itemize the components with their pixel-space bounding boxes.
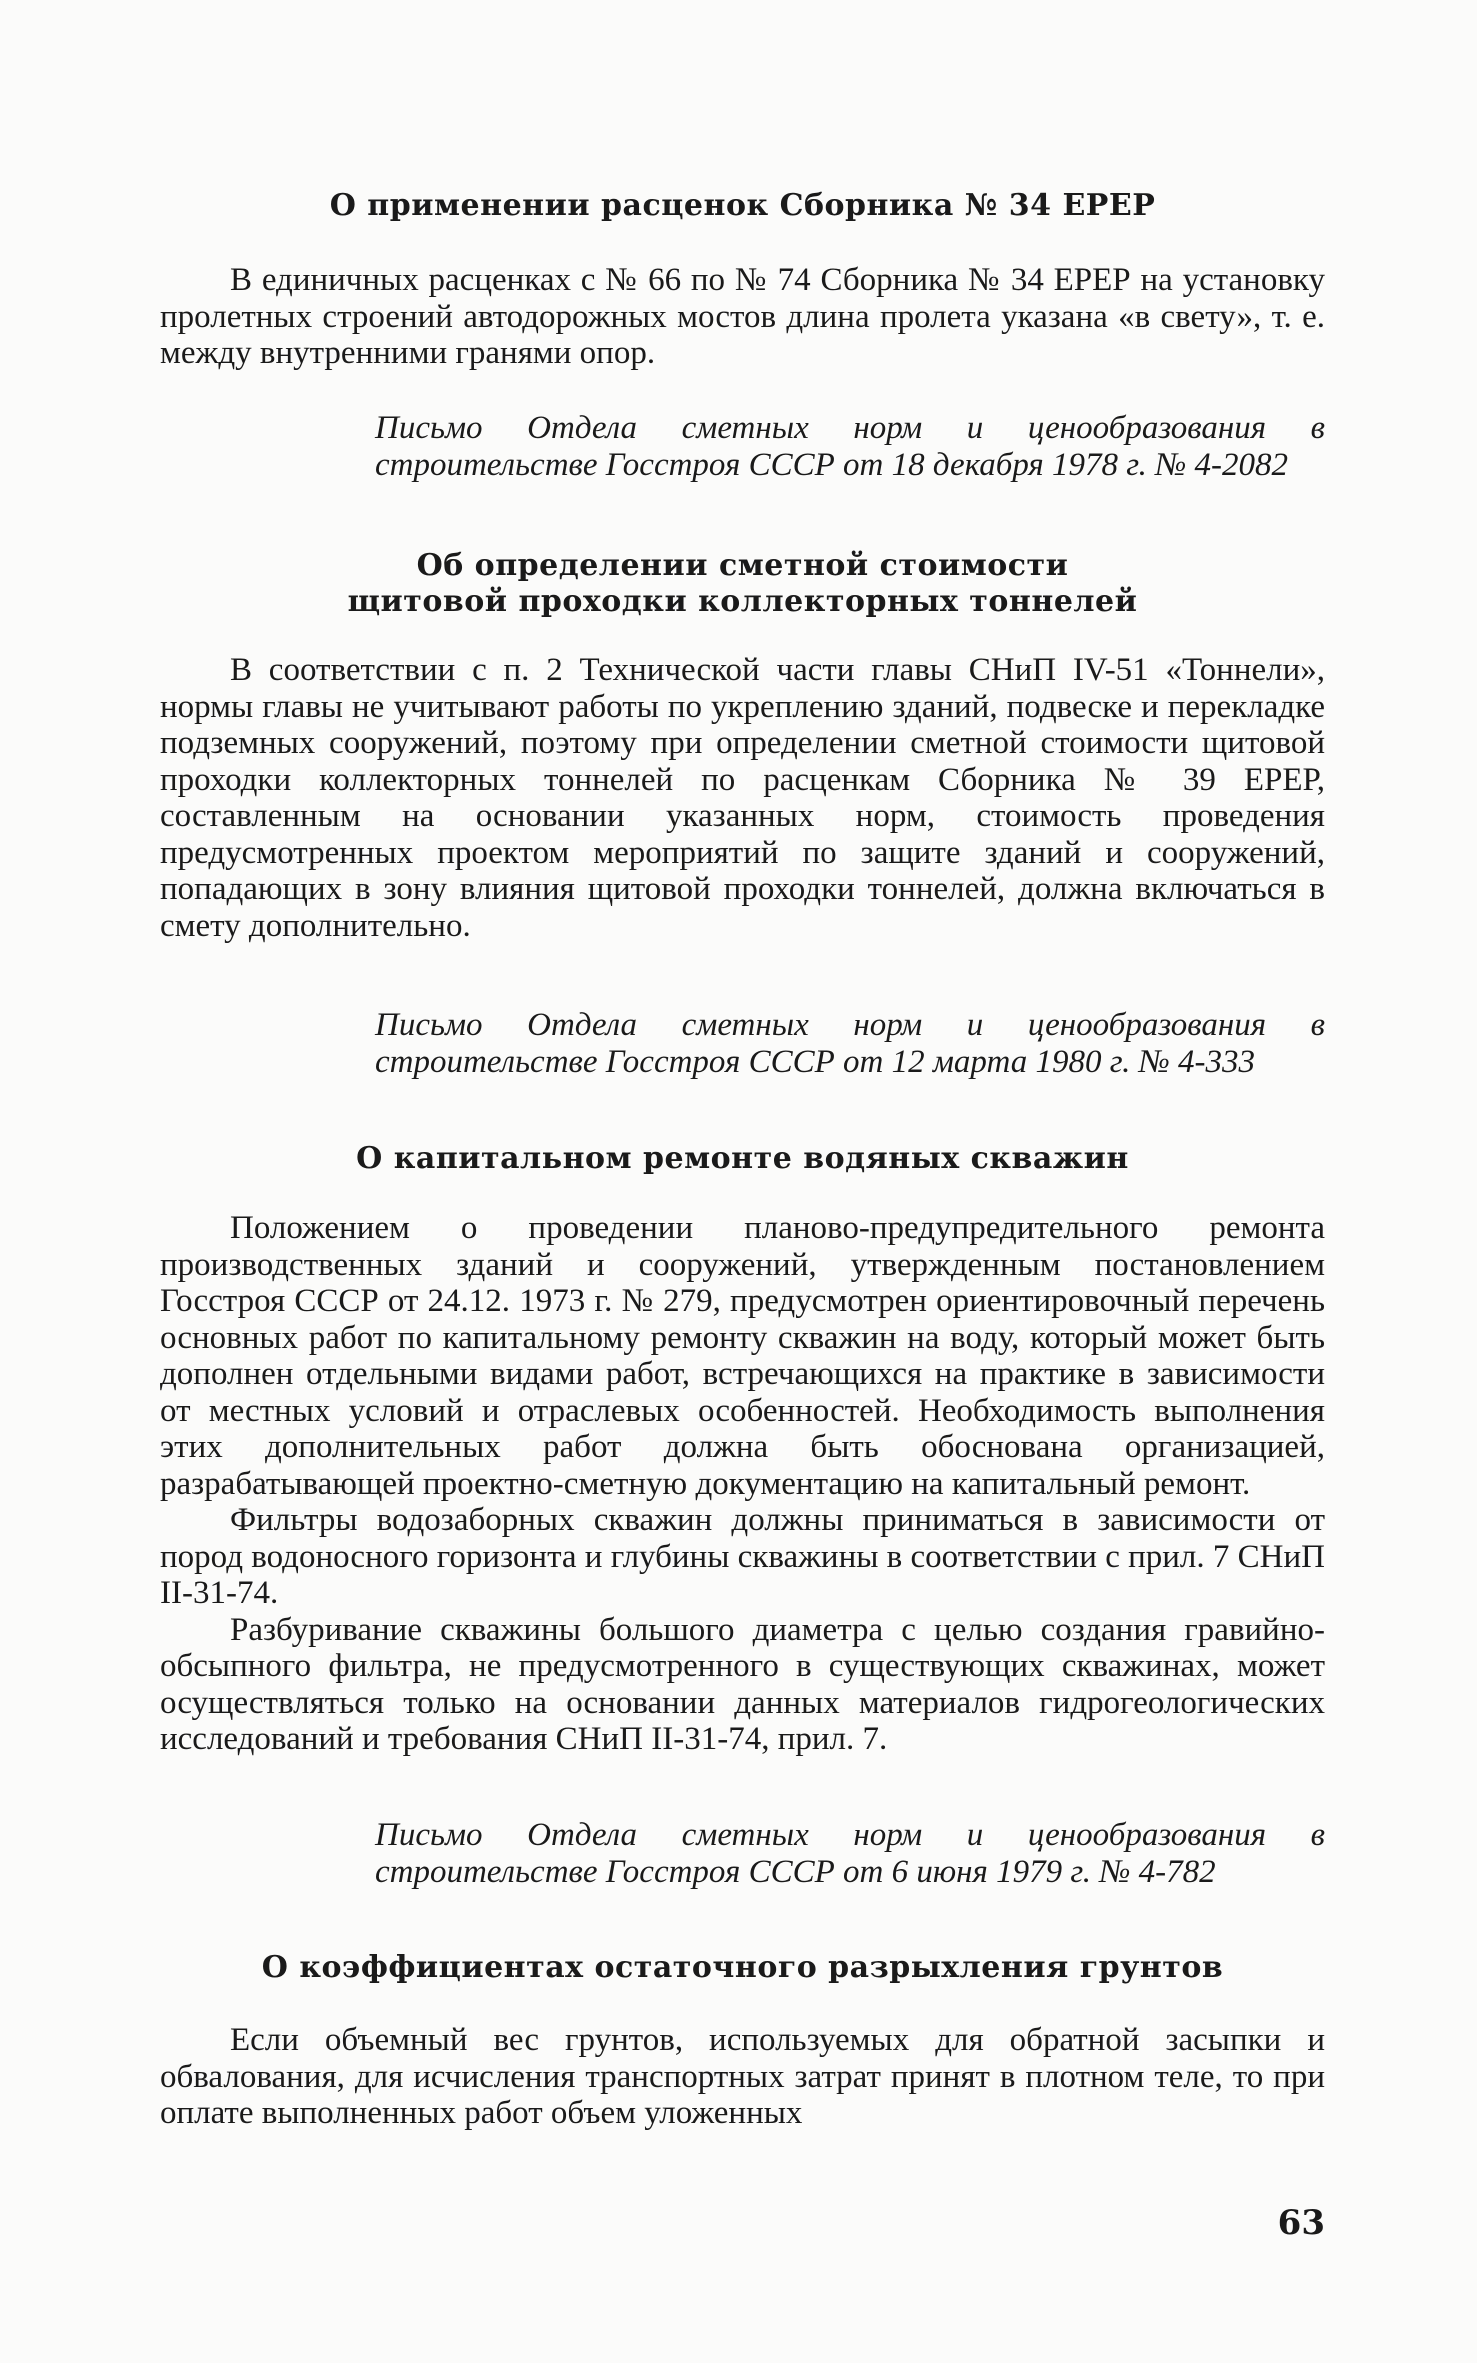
- section-4: [160, 1950, 1325, 1986]
- section-heading-line-2: щитовой проходки коллекторных тоннелей: [347, 584, 1138, 619]
- paragraph: Положением о проведении планово-предупредительного ремонта производственных зданий и сооружений, утвержденным постановлением Госстроя СССР от 24.12. 1973 г. № 279, предусмотрен ориентировочный перечень основных работ по капитальному ремонту скважин на воду, который может быть дополнен отдельными видами работ, встречающихся на практике в зависимости от местных условий и отраслевых особенностей. Необходимость выполнения этих дополнительных работ должна быть обоснована организацией, разрабатывающей проектно-сметную документацию на капитальный ремонт.: [160, 1210, 1325, 1502]
- section-4-body: [160, 2022, 1325, 2132]
- section-2: [160, 548, 1325, 620]
- paragraph: Разбуривание скважины большого диаметра с целью создания гравийно-обсыпного фильтра, не предусмотренного в существующих скважинах, может осуществляться только на основании данных материалов гидрогеологических исследований и требования СНиП II-31-74, прил. 7.: [160, 1611, 1325, 1757]
- section-heading: О применении расценок Сборника № 34 ЕРЕР: [329, 188, 1156, 223]
- section-heading: Об определении сметной стоимости: [416, 548, 1069, 583]
- section-3: [160, 1141, 1325, 1177]
- section-1-body: [160, 262, 1325, 372]
- paragraph: Если объемный вес грунтов, используемых для обратной засыпки и обвалования, для исчисления транспортных затрат принят в плотном теле, то при оплате выполненных работ объем уложенных: [160, 2022, 1325, 2131]
- section-heading: О капитальном ремонте водяных скважин: [356, 1141, 1129, 1176]
- section-3-body: [160, 1210, 1325, 1758]
- signature: Письмо Отдела сметных норм и ценообразования в строительстве Госстроя СССР от 6 июня 1979 г. № 4-782: [375, 1817, 1325, 1890]
- signature: Письмо Отдела сметных норм и ценообразования в строительстве Госстроя СССР от 18 декабря 1978 г. № 4-2082: [375, 410, 1325, 483]
- page-number: 63: [1277, 2203, 1325, 2243]
- section-1-signature: [160, 410, 1325, 483]
- signature: Письмо Отдела сметных норм и ценообразования в строительстве Госстроя СССР от 12 марта 1980 г. № 4-333: [375, 1007, 1325, 1080]
- section-heading: О коэффициентах остаточного разрыхления грунтов: [261, 1950, 1224, 1985]
- paragraph: В единичных расценках с № 66 по № 74 Сборника № 34 ЕРЕР на установку пролетных строений автодорожных мостов длина пролета указана «в свету», т. е. между внутренними гранями опор.: [160, 262, 1325, 371]
- section-2-signature: [160, 1007, 1325, 1080]
- paragraph: Фильтры водозаборных скважин должны приниматься в зависимости от пород водоносного горизонта и глубины скважины в соответствии с прил. 7 СНиП II-31-74.: [160, 1502, 1325, 1611]
- paragraph: В соответствии с п. 2 Технической части главы СНиП IV-51 «Тоннели», нормы главы не учитывают работы по укреплению зданий, подвеске и перекладке подземных сооружений, поэтому при определении сметной стоимости щитовой проходки коллекторных тоннелей по расценкам Сборника № 39 ЕРЕР, составленным на основании указанных норм, стоимость проведения предусмотренных проектом мероприятий по защите зданий и сооружений, попадающих в зону влияния щитовой проходки тоннелей, должна включаться в смету дополнительно.: [160, 652, 1325, 944]
- section-1: [160, 188, 1325, 224]
- section-2-body: [160, 652, 1325, 944]
- section-3-signature: [160, 1817, 1325, 1890]
